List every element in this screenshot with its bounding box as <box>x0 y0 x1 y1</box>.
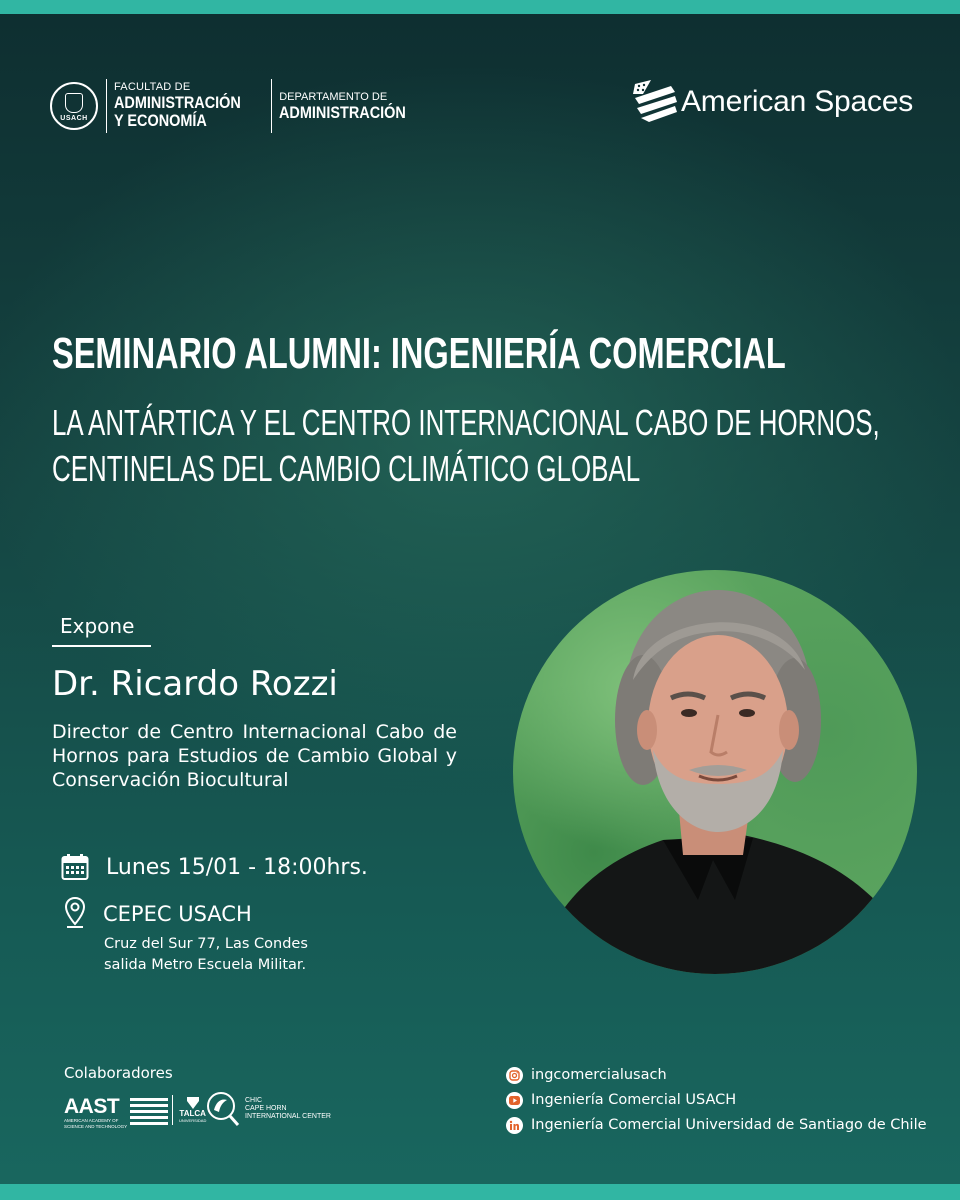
youtube-icon <box>506 1092 523 1109</box>
american-spaces-name: American Spaces <box>681 85 914 118</box>
speaker-label: Expone <box>60 614 135 638</box>
speaker-name: Dr. Ricardo Rozzi <box>52 664 338 704</box>
address-line1: Cruz del Sur 77, Las Condes <box>104 936 308 952</box>
social-links <box>506 1063 927 1138</box>
chic-text <box>245 1097 331 1121</box>
chic-logo <box>205 1090 331 1128</box>
event-venue: CEPEC USACH <box>103 902 252 926</box>
chic-line1: CHIC <box>245 1097 263 1104</box>
aast-logo <box>64 1097 168 1129</box>
event-date-time: Lunes 15/01 - 18:00hrs. <box>106 855 368 880</box>
department-big: ADMINISTRACIÓN <box>279 102 407 122</box>
social-linkedin[interactable] <box>506 1113 927 1137</box>
talca-block <box>179 1097 206 1123</box>
instagram-icon <box>506 1067 523 1084</box>
linkedin-icon <box>506 1117 523 1134</box>
talca-logo <box>172 1095 206 1125</box>
subtitle-line1: LA ANTÁRTICA Y EL CENTRO INTERNACIONAL CABO DE HORNOS, <box>52 402 880 443</box>
calendar-icon <box>61 853 89 881</box>
chic-line2: CAPE HORN <box>245 1105 287 1112</box>
talca-divider <box>172 1095 173 1125</box>
chic-magnifier-icon <box>205 1090 241 1128</box>
aast-sub1: AMERICAN ACADEMY OF <box>64 1118 119 1123</box>
faculty-line1: ADMINISTRACIÓN <box>114 92 241 112</box>
subtitle-line2: CENTINELAS DEL CAMBIO CLIMÁTICO GLOBAL <box>52 448 641 489</box>
social-instagram[interactable] <box>506 1063 927 1087</box>
social-youtube[interactable] <box>506 1088 927 1112</box>
logo-divider <box>106 79 107 133</box>
flag-stripes-icon <box>633 80 677 124</box>
chic-line3: INTERNATIONAL CENTER <box>245 1113 331 1120</box>
aast-text <box>64 1097 127 1129</box>
seminar-subtitle <box>52 400 880 492</box>
usach-seal-icon <box>50 82 98 130</box>
crest-icon <box>65 93 83 113</box>
american-spaces-logo <box>633 80 913 124</box>
linkedin-page: Ingeniería Comercial Universidad de Santiago de Chile <box>531 1117 927 1133</box>
aast-name: AAST <box>64 1095 120 1118</box>
faculty-logo <box>50 78 428 134</box>
speaker-photo <box>513 570 917 974</box>
location-pin-icon <box>64 896 86 930</box>
top-accent-bar <box>0 0 960 14</box>
collaborators-label: Colaboradores <box>64 1064 173 1082</box>
youtube-channel: Ingeniería Comercial USACH <box>531 1092 737 1108</box>
department-small: DEPARTAMENTO DE <box>279 91 388 104</box>
talca-sub: UNIVERSIDAD <box>179 1118 207 1123</box>
faculty-small: FACULTAD DE <box>114 81 191 94</box>
speaker-label-underline <box>52 645 151 647</box>
address-line2: salida Metro Escuela Militar. <box>104 957 307 973</box>
logo-divider <box>271 79 272 133</box>
event-address <box>104 934 308 976</box>
usach-seal-label: USACH <box>60 115 88 122</box>
talca-name: TALCA <box>179 1109 206 1118</box>
seminar-title: SEMINARIO ALUMNI: INGENIERÍA COMERCIAL <box>52 329 786 378</box>
speaker-role: Director de Centro Internacional Cabo de Hornos para Estudios de Cambio Global y Conservación Biocultural <box>52 721 457 791</box>
faculty-name <box>114 82 263 129</box>
bottom-accent-bar <box>0 1184 960 1200</box>
instagram-handle: ingcomercialusach <box>531 1067 667 1083</box>
department-name <box>279 90 428 121</box>
faculty-line2: Y ECONOMÍA <box>114 110 207 130</box>
aast-sub2: SCIENCE AND TECHNOLOGY <box>64 1124 128 1129</box>
talca-crest-icon <box>186 1097 200 1109</box>
aast-stripes-icon <box>130 1098 168 1126</box>
speaker-portrait-illustration <box>513 570 917 974</box>
